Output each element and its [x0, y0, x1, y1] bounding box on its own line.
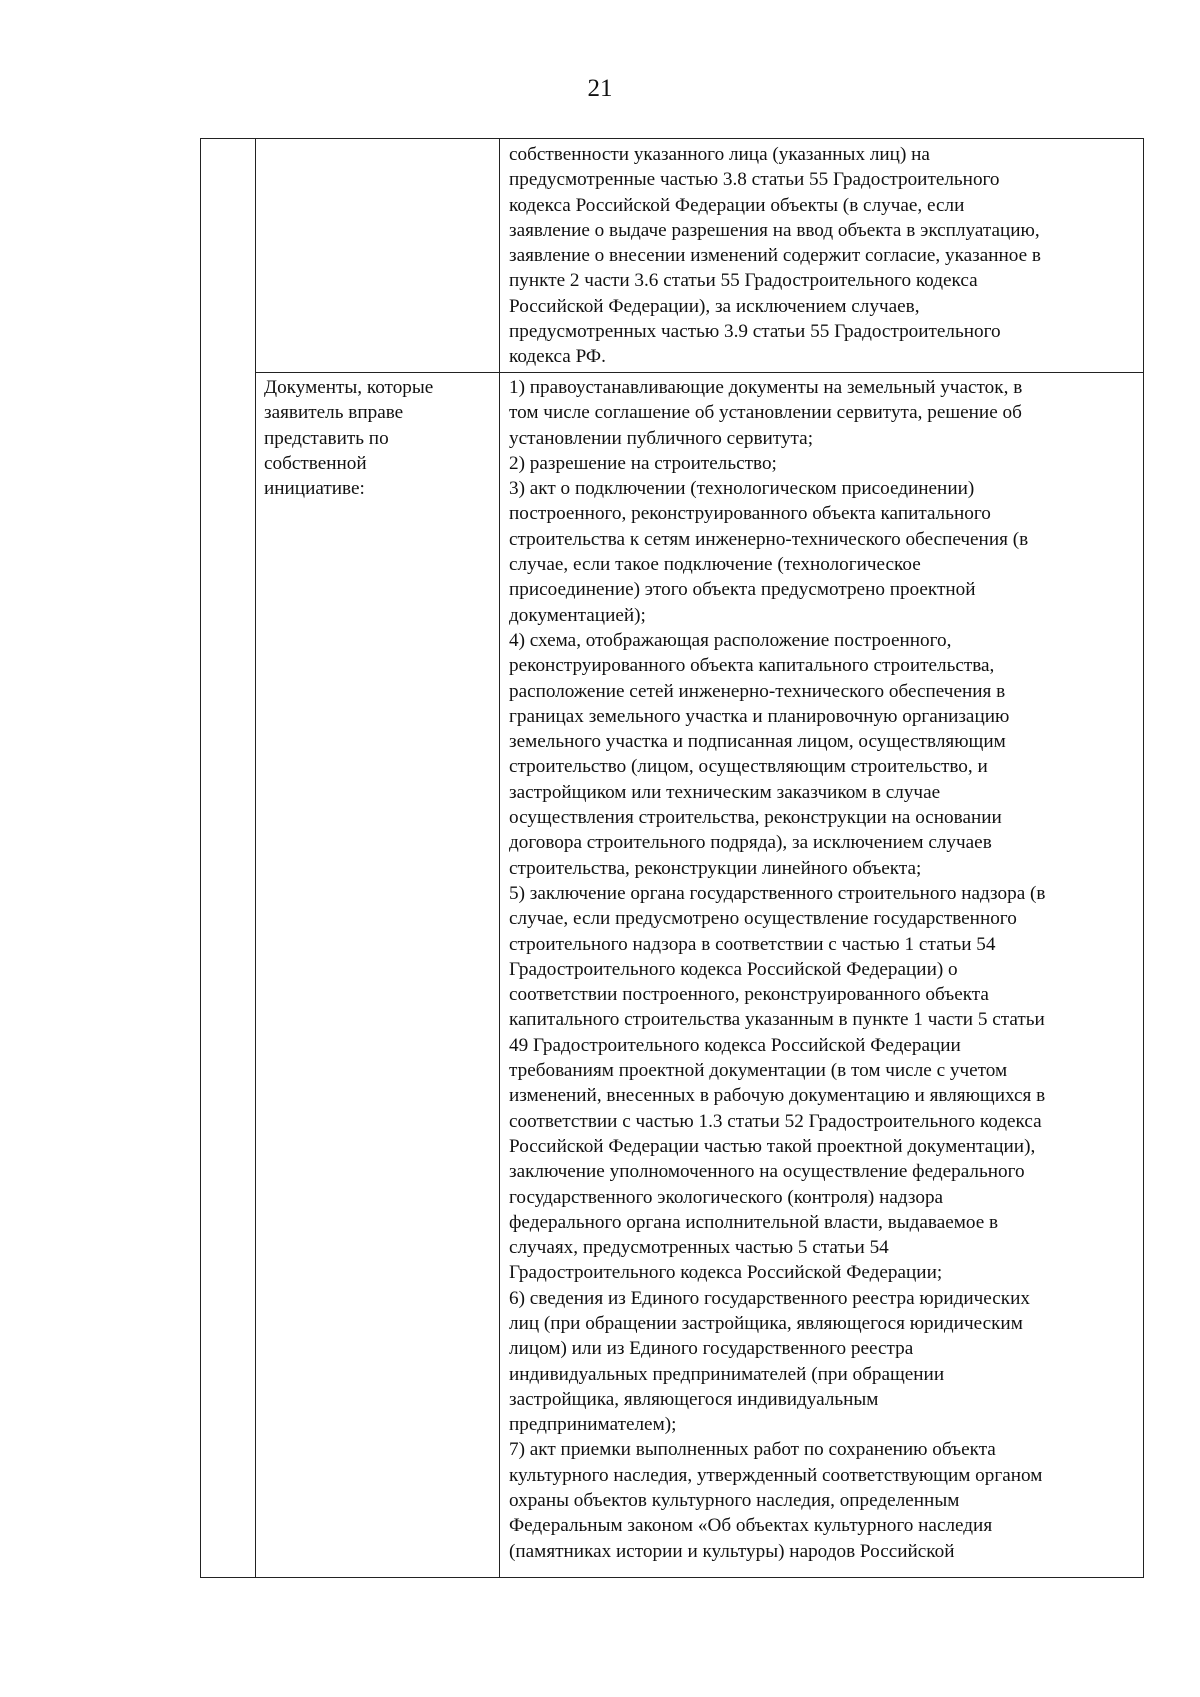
text-line: 4) схема, отображающая расположение построенного,	[509, 629, 952, 651]
text-line: пункте 2 части 3.6 статьи 55 Градостроительного кодекса	[509, 270, 978, 292]
text-line: лиц (при обращении застройщика, являющегося юридическим	[509, 1312, 1023, 1334]
text-line: собственности указанного лица (указанных лиц) на	[509, 144, 930, 165]
text-line: границах земельного участка и планировочную организацию	[509, 705, 1010, 727]
text-line: Документы, которые	[264, 377, 434, 398]
text-line: соответствии построенного, реконструированного объекта	[509, 984, 989, 1006]
row-2-label-cell	[264, 375, 433, 501]
text-line: Федеральным законом «Об объектах культурного наследия	[509, 1515, 993, 1537]
text-line: 1) правоустанавливающие документы на земельный участок, в	[509, 377, 1023, 398]
text-line: установлении публичного сервитута;	[509, 427, 814, 449]
text-line: реконструированного объекта капитального строительства,	[509, 655, 995, 677]
text-line: индивидуальных предпринимателей (при обращении	[509, 1363, 945, 1385]
text-line: культурного наследия, утвержденный соответствующим органом	[509, 1464, 1043, 1486]
text-line: заявитель вправе	[264, 402, 404, 424]
text-line: собственной	[264, 452, 367, 474]
text-line: расположение сетей инженерно-технического обеспечения в	[509, 680, 1006, 702]
text-line: случаях, предусмотренных частью 5 статьи 54	[509, 1237, 889, 1259]
text-line: заключение уполномоченного на осуществление федерального	[509, 1161, 1025, 1183]
text-line: изменений, внесенных в рабочую документацию и являющихся в	[509, 1085, 1046, 1107]
text-line: Градостроительного кодекса Российской Федерации) о	[509, 958, 958, 980]
text-line: застройщиком или техническим заказчиком в случае	[509, 781, 941, 803]
text-line: кодекса Российской Федерации объекты (в случае, если	[509, 194, 965, 216]
text-line: земельного участка и подписанная лицом, осуществляющим	[509, 731, 1006, 753]
column-divider-2	[499, 139, 500, 1577]
text-line: охраны объектов культурного наследия, определенным	[509, 1490, 960, 1512]
text-line: государственного экологического (контроля) надзора	[509, 1186, 944, 1208]
text-line: капитального строительства указанным в пункте 1 части 5 статьи	[509, 1009, 1045, 1031]
text-line: документацией);	[509, 604, 646, 626]
text-line: 2) разрешение на строительство;	[509, 452, 777, 474]
text-line: случае, если предусмотрено осуществление государственного	[509, 908, 1017, 930]
text-line: лицом) или из Единого государственного реестра	[509, 1338, 914, 1360]
text-line: заявление о внесении изменений содержит согласие, указанное в	[509, 245, 1041, 267]
text-line: Российской Федерации), за исключением случаев,	[509, 295, 920, 317]
text-line: Градостроительного кодекса Российской Федерации;	[509, 1262, 943, 1284]
text-line: 5) заключение органа государственного строительного надзора (в	[509, 882, 1046, 904]
text-line: предусмотренные частью 3.8 статьи 55 Градостроительного	[509, 169, 1000, 191]
text-line: предпринимателем);	[509, 1414, 677, 1436]
text-line: случае, если такое подключение (технологическое	[509, 554, 921, 576]
text-line: предусмотренных частью 3.9 статьи 55 Градостроительного	[509, 321, 1001, 343]
column-divider-1	[255, 139, 256, 1577]
text-line: требованиям проектной документации (в том числе с учетом	[509, 1060, 1008, 1082]
text-line: 7) акт приемки выполненных работ по сохранению объекта	[509, 1439, 996, 1461]
text-line: Российской Федерации частью такой проектной документации),	[509, 1135, 1036, 1157]
text-line: (памятниках истории и культуры) народов Российской	[509, 1540, 955, 1562]
page-number: 21	[587, 75, 613, 102]
text-line: строительства к сетям инженерно-технического обеспечения (в	[509, 528, 1029, 550]
text-line: федерального органа исполнительной власти, выдаваемое в	[509, 1211, 999, 1233]
text-line: построенного, реконструированного объекта капитального	[509, 503, 991, 525]
text-line: представить по	[264, 427, 389, 449]
document-table	[200, 138, 1144, 1578]
row-divider	[255, 372, 1143, 373]
text-line: кодекса РФ.	[509, 346, 606, 368]
row-2-content-cell	[509, 375, 1045, 1564]
text-line: том числе соглашение об установлении сервитута, решение об	[509, 402, 1022, 424]
text-line: осуществления строительства, реконструкции на основании	[509, 807, 1002, 829]
text-line: соответствии с частью 1.3 статьи 52 Градостроительного кодекса	[509, 1110, 1042, 1132]
text-line: 49 Градостроительного кодекса Российской Федерации	[509, 1034, 961, 1056]
text-line: инициативе:	[264, 478, 365, 500]
text-line: 6) сведения из Единого государственного реестра юридических	[509, 1287, 1030, 1309]
text-line: строительство (лицом, осуществляющим строительство, и	[509, 756, 988, 778]
text-line: строительного надзора в соответствии с частью 1 статьи 54	[509, 933, 996, 955]
text-line: заявление о выдаче разрешения на ввод объекта в эксплуатацию,	[509, 219, 1040, 241]
text-line: строительства, реконструкции линейного объекта;	[509, 857, 922, 879]
text-line: присоединение) этого объекта предусмотрено проектной	[509, 579, 976, 601]
row-1-content-cell	[509, 142, 1041, 370]
text-line: договора строительного подряда), за исключением случаев	[509, 832, 992, 854]
text-line: застройщика, являющегося индивидуальным	[509, 1388, 879, 1410]
text-line: 3) акт о подключении (технологическом присоединении)	[509, 478, 975, 500]
